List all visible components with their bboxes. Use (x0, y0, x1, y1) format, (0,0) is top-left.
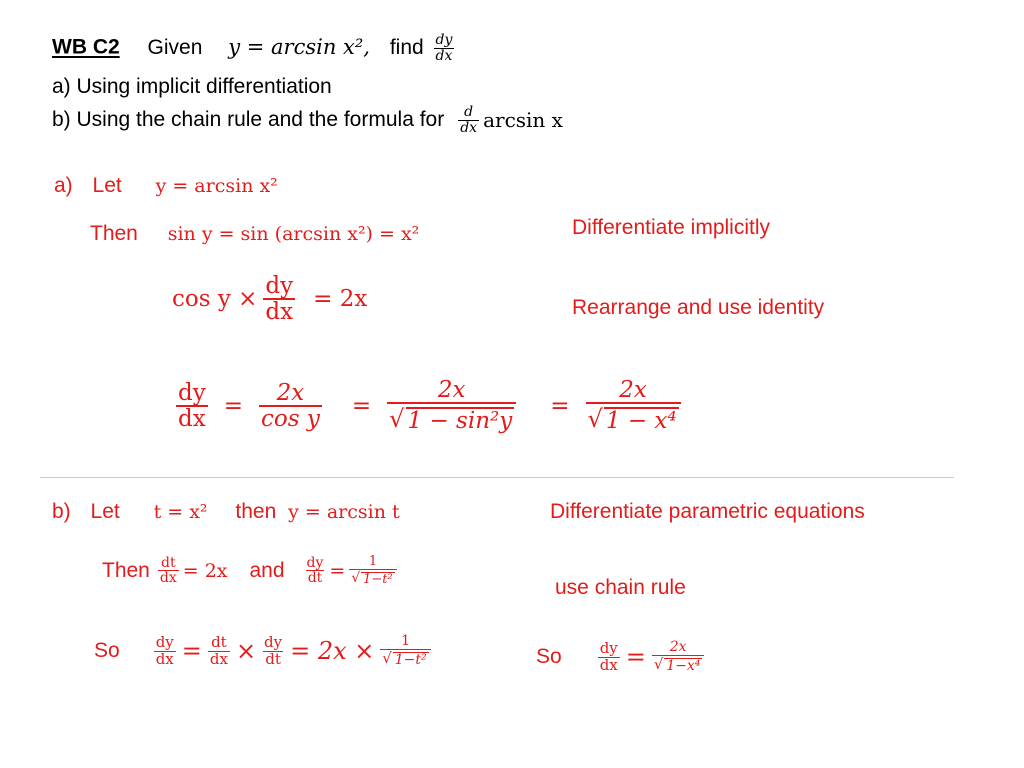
sol-a-let-eq: y = arcsin x² (155, 175, 278, 197)
section-divider (40, 477, 954, 478)
sol-b-dydt-num: dy (306, 554, 324, 571)
header-find-fraction (434, 33, 455, 63)
sol-b-r-eq: = (625, 643, 646, 672)
part-b-num: d (464, 104, 474, 120)
sol-b-c-fden: √ 1−t² (380, 649, 430, 668)
part-a-text: a) Using implicit differentiation (52, 75, 332, 98)
sol-b-note-parametric: Differentiate parametric equations (550, 500, 865, 523)
sol-b-note-chain: use chain rule (555, 576, 686, 599)
sol-b-let: Let (90, 500, 120, 523)
sol-a-note-rearrange: Rearrange and use identity (572, 296, 825, 319)
sol-b-and: and (249, 558, 285, 582)
sol-b-c-times: × (235, 637, 257, 666)
sol-b-then-line (102, 555, 397, 587)
sol-b-c-eq1: = (181, 637, 202, 666)
sol-a-diff-rhs: = 2x (313, 286, 368, 313)
header-tag: WB C2 (52, 35, 120, 59)
header-find-den: dx (435, 47, 453, 64)
sol-a-label: a) (54, 174, 73, 197)
sol-b-so: So (94, 639, 120, 663)
sol-b-dydt-rad: 1−t² (363, 571, 393, 587)
sol-b-r-fraction (598, 638, 620, 674)
sol-b-dt-num: dt (161, 554, 176, 571)
sol-b-dydt-rhs-den: √ 1−t² (349, 569, 396, 587)
sol-a-f3 (586, 378, 681, 434)
sol-a-diff-fraction (263, 274, 295, 324)
sol-b-r-rhs (652, 640, 705, 674)
sol-a-res-den: dx (178, 406, 206, 433)
sol-b-dydt-rhs-num: 1 (368, 554, 378, 569)
header-given: Given (147, 35, 203, 59)
sol-b-dydt-fraction (305, 556, 326, 586)
sol-b-c-den3: dt (265, 649, 281, 668)
sol-a-f2-num: 2x (437, 377, 466, 403)
sol-b-r-fnum: 2x (669, 639, 687, 655)
sol-b-dydt-den: dt (307, 570, 323, 587)
sol-b-let-line (52, 500, 400, 524)
sol-a-f2-den: √ 1 − sin²y (387, 402, 516, 434)
sol-b-dydt-eq: = (329, 559, 346, 582)
part-b-text: b) Using the chain rule and the formula for (52, 108, 445, 132)
part-b-line (52, 105, 563, 135)
sol-b-c-f3 (262, 632, 284, 668)
header-equation: y = arcsin x², (228, 34, 370, 59)
sol-b-so-line (94, 634, 431, 668)
sol-b-result-line (536, 640, 704, 674)
sol-a-f2 (387, 378, 516, 434)
sol-a-res-fraction (176, 381, 208, 431)
sol-a-eq2: = (351, 393, 372, 420)
sol-a-diff-line (172, 274, 367, 324)
sol-a-diff-den: dx (265, 299, 294, 326)
header-line (52, 33, 454, 63)
sol-a-f1 (259, 381, 322, 431)
sol-a-diff-num: dy (265, 273, 294, 299)
sol-a-then-eq: sin y = sin (arcsin x²) = x² (167, 223, 420, 245)
sol-a-f3-den: √ 1 − x⁴ (586, 402, 681, 434)
sol-a-diff-lhs: cos y × (172, 286, 258, 313)
sol-b-c-f1 (154, 632, 176, 668)
sol-a-f2-rad: 1 − sin²y (407, 408, 513, 435)
sol-a-let: Let (92, 174, 122, 197)
sol-a-eq3: = (550, 393, 570, 420)
sol-b-c-fnum: 1 (401, 633, 410, 649)
sol-b-r-den: dx (599, 655, 618, 674)
sol-b-r-fden: √ 1−x⁴ (652, 655, 705, 674)
sol-b-then-y: then (235, 500, 277, 523)
part-b-fn: arcsin x (483, 108, 563, 133)
sol-b-then: Then (102, 558, 150, 582)
sol-b-let-eq: t = x² (153, 501, 208, 523)
sol-b-then-y-eq: y = arcsin t (288, 501, 400, 523)
sol-b-c-den2: dx (209, 649, 228, 668)
sol-b-dydt-rhs-fraction (349, 555, 396, 587)
sol-b-dt-fraction (158, 556, 179, 586)
sol-b-c-rad: 1−t² (394, 651, 427, 668)
header-find: find (389, 35, 424, 59)
part-b-fraction (458, 105, 479, 135)
sol-a-then: Then (90, 222, 138, 245)
sol-b-c-num1: dy (155, 632, 174, 651)
sol-b-c-f2 (208, 632, 230, 668)
sol-b-dt-rhs: = 2x (182, 559, 228, 582)
sol-b-c-num3: dy (264, 632, 283, 651)
sol-a-res-num: dy (178, 380, 206, 407)
sol-b-dt-den: dx (159, 570, 177, 587)
header-find-num: dy (435, 32, 453, 48)
sol-b-r-rad: 1−x⁴ (666, 657, 701, 674)
sol-b-so2: So (536, 645, 562, 669)
sol-a-f1-den: cos y (261, 406, 320, 433)
sol-a-f1-num: 2x (276, 380, 305, 407)
sol-b-label: b) (52, 500, 71, 523)
sol-b-c-eq2: = 2x × (290, 637, 375, 666)
part-b-den: dx (460, 119, 478, 136)
sol-a-then-line (90, 222, 419, 246)
sol-a-f3-rad: 1 − x⁴ (605, 408, 677, 435)
sol-b-c-f4 (380, 634, 430, 668)
sol-a-let-line (54, 174, 278, 198)
sol-b-r-num: dy (599, 638, 618, 657)
sol-a-f3-num: 2x (619, 377, 647, 403)
sol-a-eq1: = (223, 393, 243, 420)
sol-b-c-den1: dx (155, 649, 174, 668)
sol-b-c-num2: dt (211, 632, 227, 651)
sol-a-note-differentiate: Differentiate implicitly (572, 216, 771, 239)
sol-a-result-line (176, 378, 681, 434)
